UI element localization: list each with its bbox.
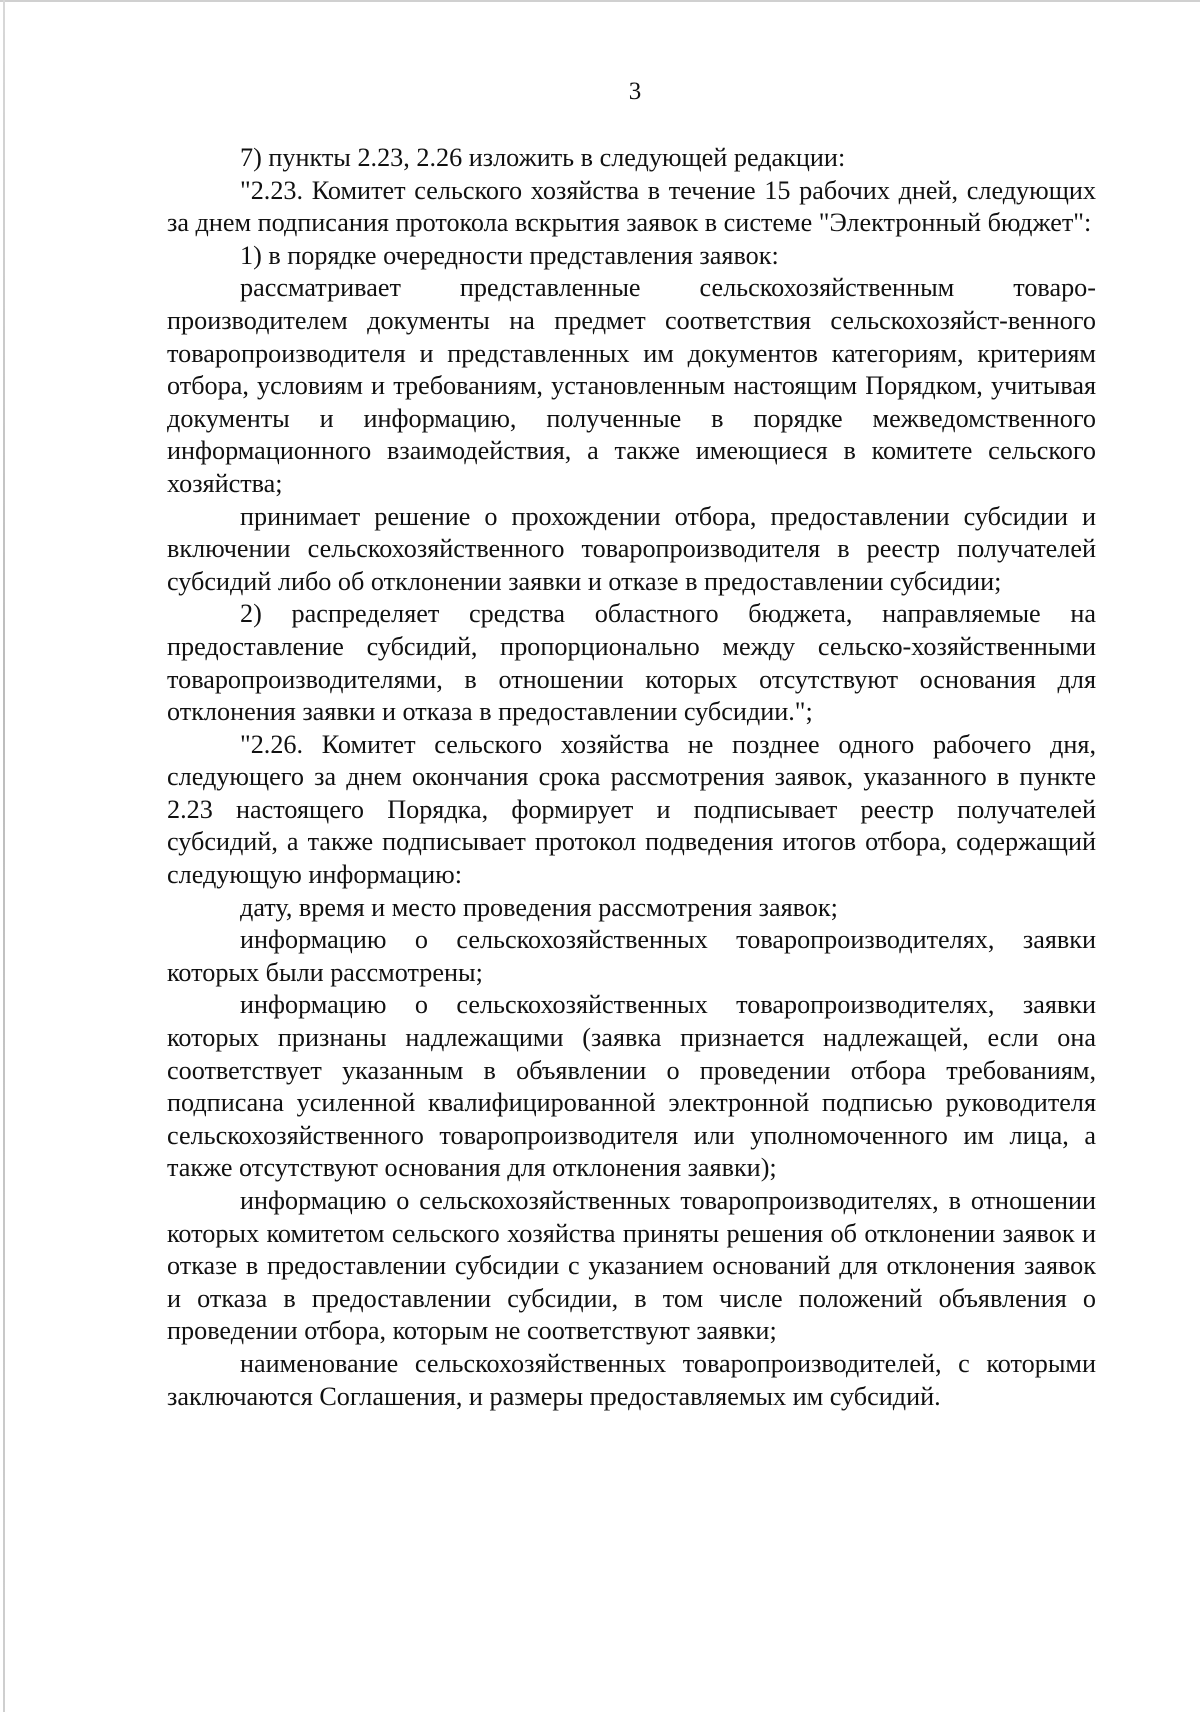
paragraph-info-rejected: информацию о сельскохозяйственных товаропроизводителях, в отношении которых комитетом сельского хозяйства приняты решения об отклонении заявок и отказе в предоставлении субсидии с указанием оснований для отклонения заявок и отказа в предоставлении субсидии, в том числе положений объявления о проведении отбора, которым не соответствуют заявки; bbox=[167, 1186, 1096, 1346]
paragraph-clause-2-23: "2.23. Комитет сельского хозяйства в течение 15 рабочих дней, следующих за днем подписания протокола вскрытия заявок в системе "Электронный бюджет": bbox=[167, 175, 1096, 238]
paragraph-info-reviewed: информацию о сельскохозяйственных товаропроизводителях, заявки которых были рассмотрены; bbox=[167, 925, 1096, 987]
paragraph-info-proper: информацию о сельскохозяйственных товаропроизводителях, заявки которых признаны надлежащими (заявка признается надлежащей, если она соответствует указанным в объявлении о проведении отбора требованиям, подписана усиленной квалифицированной электронной подписью руководителя сельскохозяйственного товаропроизводителя или уполномоченного им лица, а также отсутствуют основания для отклонения заявки); bbox=[167, 990, 1096, 1183]
paragraph-subclause-1: 1) в порядке очередности представления заявок: bbox=[240, 240, 779, 270]
paragraph-clause-2-26: "2.26. Комитет сельского хозяйства не позднее одного рабочего дня, следующего за днем окончания срока рассмотрения заявок, указанного в пункте 2.23 настоящего Порядка, формирует и подписывает реестр получателей субсидий, а также подписывает протокол подведения итогов отбора, содержащий следующую информацию: bbox=[167, 729, 1096, 890]
paragraph-names-agreements: наименование сельскохозяйственных товаропроизводителей, с которыми заключаются Соглашения, и размеры предоставляемых им субсидий. bbox=[167, 1348, 1096, 1411]
scan-edge-left bbox=[3, 0, 5, 1712]
paragraph-subclause-2: 2) распределяет средства областного бюджета, направляемые на предоставление субсидий, пропорционально между сельско-хозяйственными товаропроизводителями, в отношении которых отсутствуют основания для отклонения заявки и отказа в предоставлении субсидии."; bbox=[167, 599, 1096, 727]
page-number: 3 bbox=[628, 78, 642, 105]
paragraph-reviews-documents: рассматривает представленные сельскохозяйственным товаро-производителем документы на предмет соответствия сельскохозяйст-венного товаропроизводителя и представленных им документов категориям, критериям отбора, условиям и требованиям, установленным настоящим Порядком, учитывая документы и информацию, полученные в порядке межведомственного информационного взаимодействия, а также имеющиеся в комитете сельского хозяйства; bbox=[167, 273, 1096, 498]
document-body bbox=[167, 142, 1096, 1413]
paragraph-makes-decision: принимает решение о прохождении отбора, предоставлении субсидии и включении сельскохозяйственного товаропроизводителя в реестр получателей субсидий либо об отклонении заявки и отказе в предоставлении субсидии; bbox=[167, 501, 1096, 596]
paragraph-date-time-place: дату, время и место проведения рассмотрения заявок; bbox=[240, 892, 838, 922]
scan-edge-top bbox=[0, 0, 1200, 2]
paragraph-amendment-intro: 7) пункты 2.23, 2.26 изложить в следующей редакции: bbox=[240, 143, 846, 172]
